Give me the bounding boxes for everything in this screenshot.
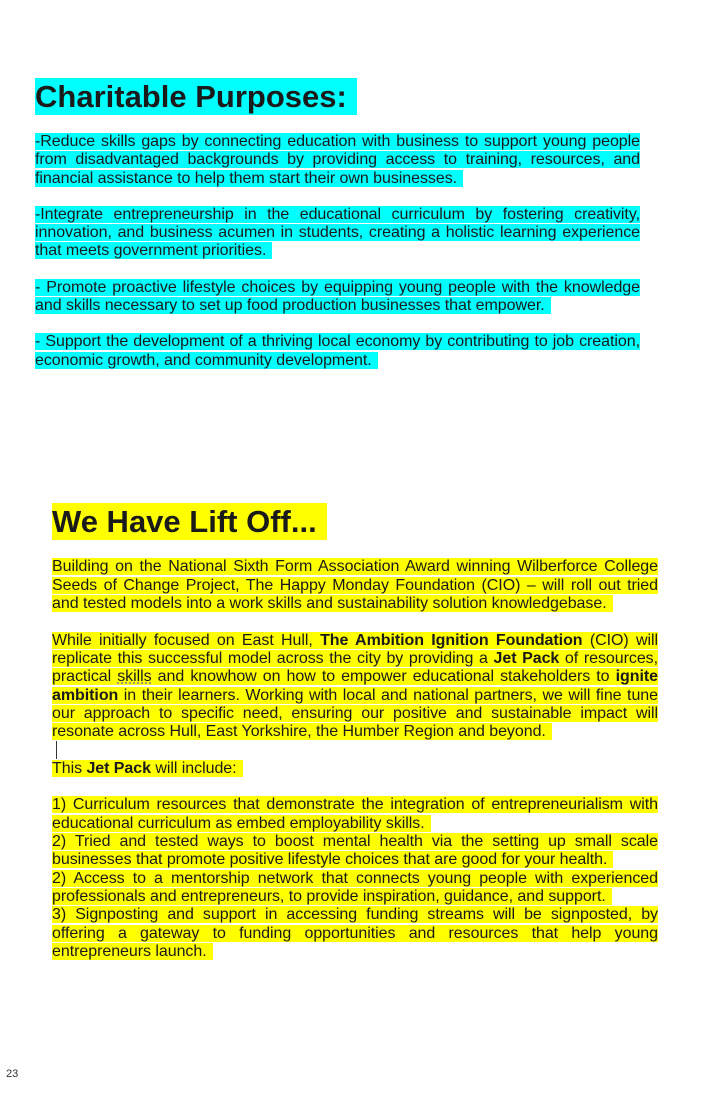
text-cursor-line: [52, 741, 658, 759]
charitable-paragraph-2: -Integrate entrepreneurship in the educational curriculum by fostering creativity, innovation, and business acumen in students, creating a holistic learning experience that meets government priorities.: [35, 205, 640, 260]
jet-pack-item-1: 1) Curriculum resources that demonstrate the integration of entrepreneurialism with educational curriculum as embed employability skills.: [52, 796, 658, 832]
jet-pack-term: Jet Pack: [493, 649, 560, 667]
jet-pack-item-2: 2) Tried and tested ways to boost mental health via the setting up small scale businesses that promote positive lifestyle choices that are good for your health.: [52, 833, 658, 869]
foundation-name: The Ambition Ignition Foundation: [320, 631, 583, 649]
lift-off-heading: We Have Lift Off...: [52, 503, 327, 540]
charitable-purposes-section: [35, 78, 640, 370]
text-cursor-icon: [56, 741, 57, 759]
charitable-purposes-heading: Charitable Purposes:: [35, 78, 357, 115]
lift-off-section: [52, 503, 658, 961]
lift-off-foundation-paragraph: While initially focused on East Hull, The Ambition Ignition Foundation (CIO) will replicate this successful model across the city by providing a Jet Pack of resources, practical skills and knowhow on how to empower educational stakeholders to ignite ambition in their learners. Working with local and national partners, we will fine tune our approach to specific need, ensuring our positive and sustainable impact will resonate across Hull, East Yorkshire, the Humber Region and beyond.: [52, 631, 659, 741]
jet-pack-item-4: 3) Signposting and support in accessing funding streams will be signposted, by offering a gateway to funding opportunities and resources that help young entrepreneurs launch.: [52, 906, 658, 960]
charitable-paragraph-3: - Promote proactive lifestyle choices by equipping young people with the knowledge and skills necessary to set up food production businesses that empower.: [35, 278, 640, 315]
lift-off-intro-paragraph: Building on the National Sixth Form Association Award winning Wilberforce College Seeds of Change Project, The Happy Monday Foundation (CIO) – will roll out tried and tested models into a work skills and sustainability solution knowledgebase.: [52, 558, 658, 612]
ignite-ambition-term: ignite ambition: [52, 668, 658, 704]
spellcheck-word: skills: [117, 668, 152, 686]
jet-pack-item-3: 2) Access to a mentorship network that connects young people with experienced professionals and entrepreneurs, to provide inspiration, guidance, and support.: [52, 869, 658, 905]
jet-pack-intro: This Jet Pack will include:: [52, 760, 658, 778]
page-number: 23: [6, 1068, 19, 1080]
charitable-paragraph-4: - Support the development of a thriving local economy by contributing to job creation, economic growth, and community development.: [35, 333, 640, 369]
charitable-paragraph-1: -Reduce skills gaps by connecting education with business to support young people from disadvantaged backgrounds by providing access to training, resources, and financial assistance to help them start their own businesses.: [35, 133, 640, 187]
